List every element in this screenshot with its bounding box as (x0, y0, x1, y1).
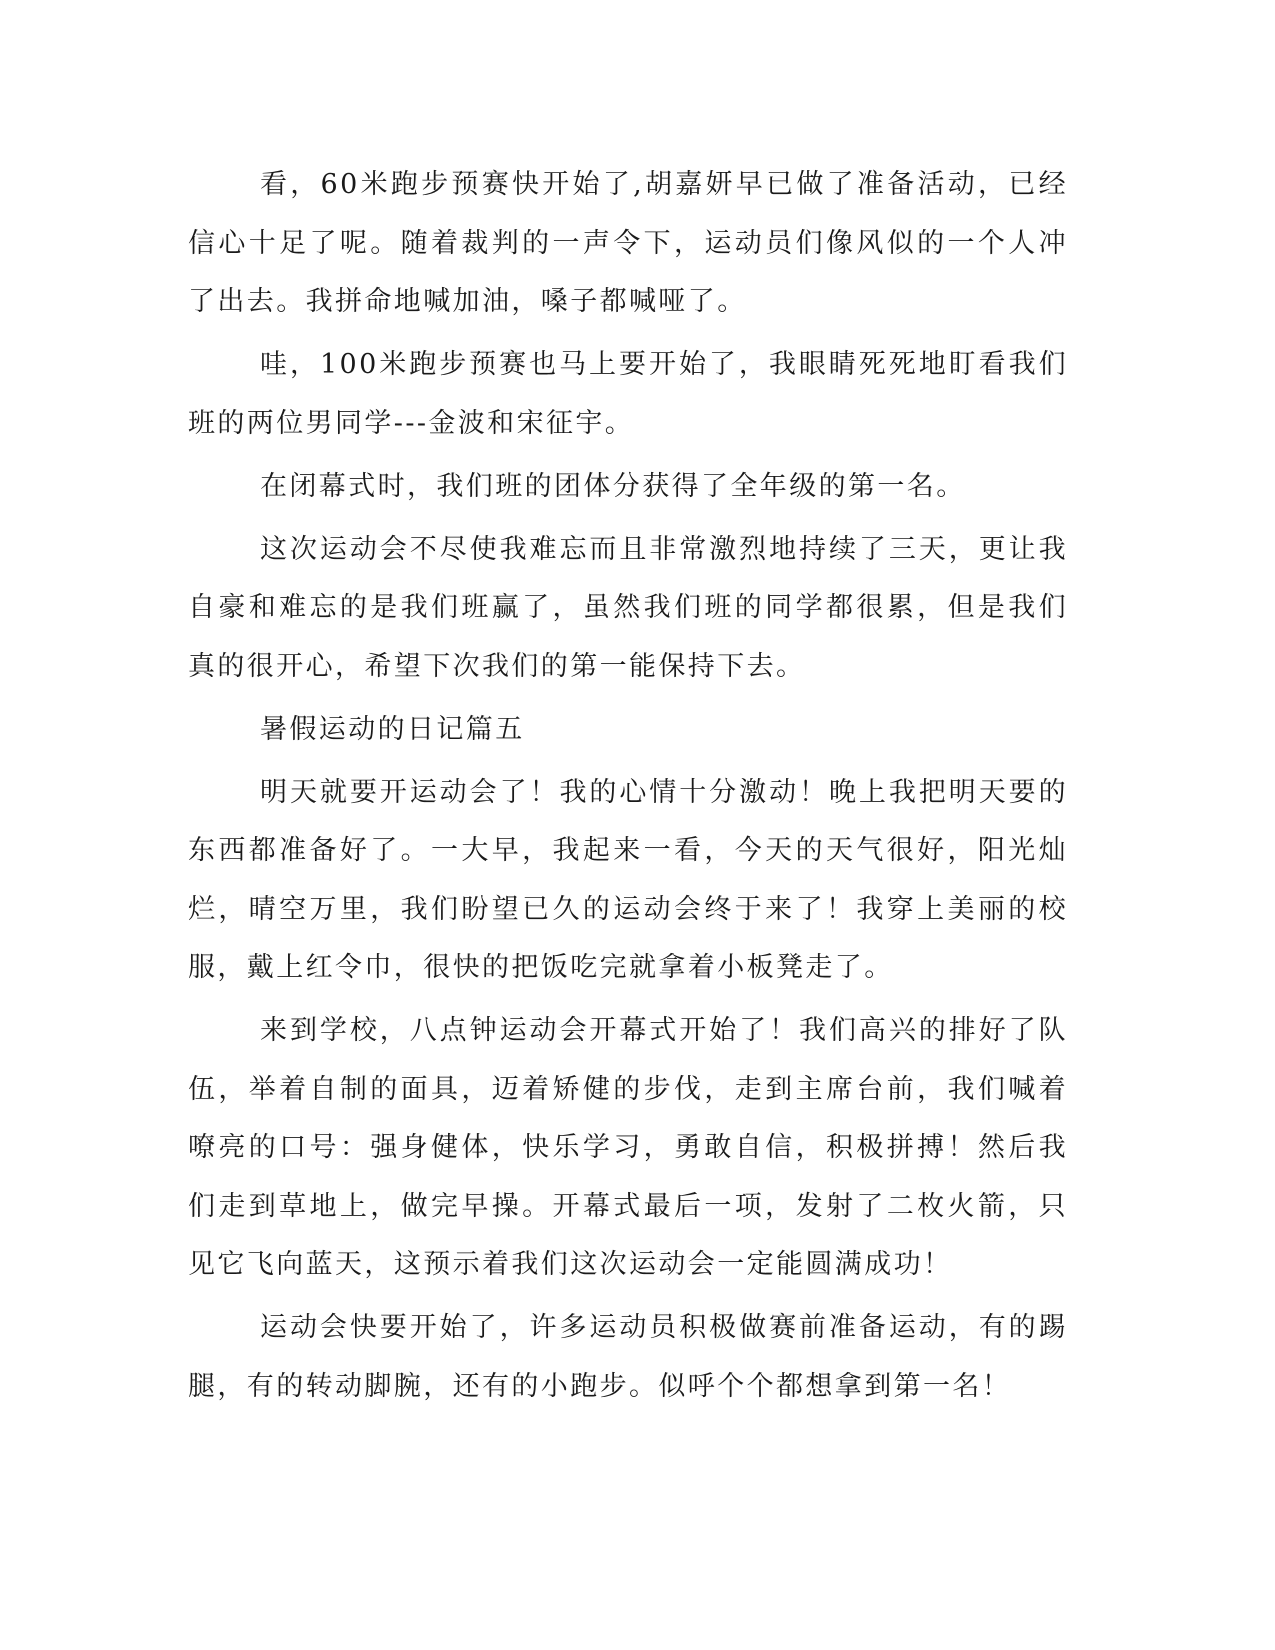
paragraph-7: 来到学校，八点钟运动会开幕式开始了！我们高兴的排好了队伍，举着自制的面具，迈着矫健的步伐，走到主席台前，我们喊着嘹亮的口号：强身健体，快乐学习，勇敢自信，积极拼搏！然后我们走到草地上，做完早操。开幕式最后一项，发射了二枚火箭，只见它飞向蓝天，这预示着我们这次运动会一定能圆满成功！ (188, 1015, 1068, 1280)
paragraph-8: 运动会快要开始了，许多运动员积极做赛前准备运动，有的踢腿，有的转动脚腕，还有的小跑步。似呼个个都想拿到第一名！ (188, 1312, 1068, 1402)
paragraph-3: 在闭幕式时，我们班的团体分获得了全年级的第一名。 (260, 470, 966, 502)
paragraph-1: 看，60米跑步预赛快开始了,胡嘉妍早已做了准备活动，已经信心十足了呢。随着裁判的一声令下，运动员们像风似的一个人冲了出去。我拼命地喊加油，嗓子都喊哑了。 (188, 169, 1068, 317)
paragraph-6: 明天就要开运动会了！我的心情十分激动！晚上我把明天要的东西都准备好了。一大早，我起来一看，今天的天气很好，阳光灿烂，晴空万里，我们盼望已久的运动会终于来了！我穿上美丽的校服，戴上红令巾，很快的把饭吃完就拿着小板凳走了。 (188, 776, 1068, 983)
document-body (188, 156, 1068, 1416)
paragraph-4: 这次运动会不尽使我难忘而且非常激烈地持续了三天，更让我自豪和难忘的是我们班赢了，虽然我们班的同学都很累，但是我们真的很开心，希望下次我们的第一能保持下去。 (188, 533, 1068, 682)
paragraph-2: 哇，100米跑步预赛也马上要开始了，我眼睛死死地盯看我们班的两位男同学---金波和宋征宇。 (188, 349, 1068, 439)
section-heading: 暑假运动的日记篇五 (260, 713, 525, 745)
